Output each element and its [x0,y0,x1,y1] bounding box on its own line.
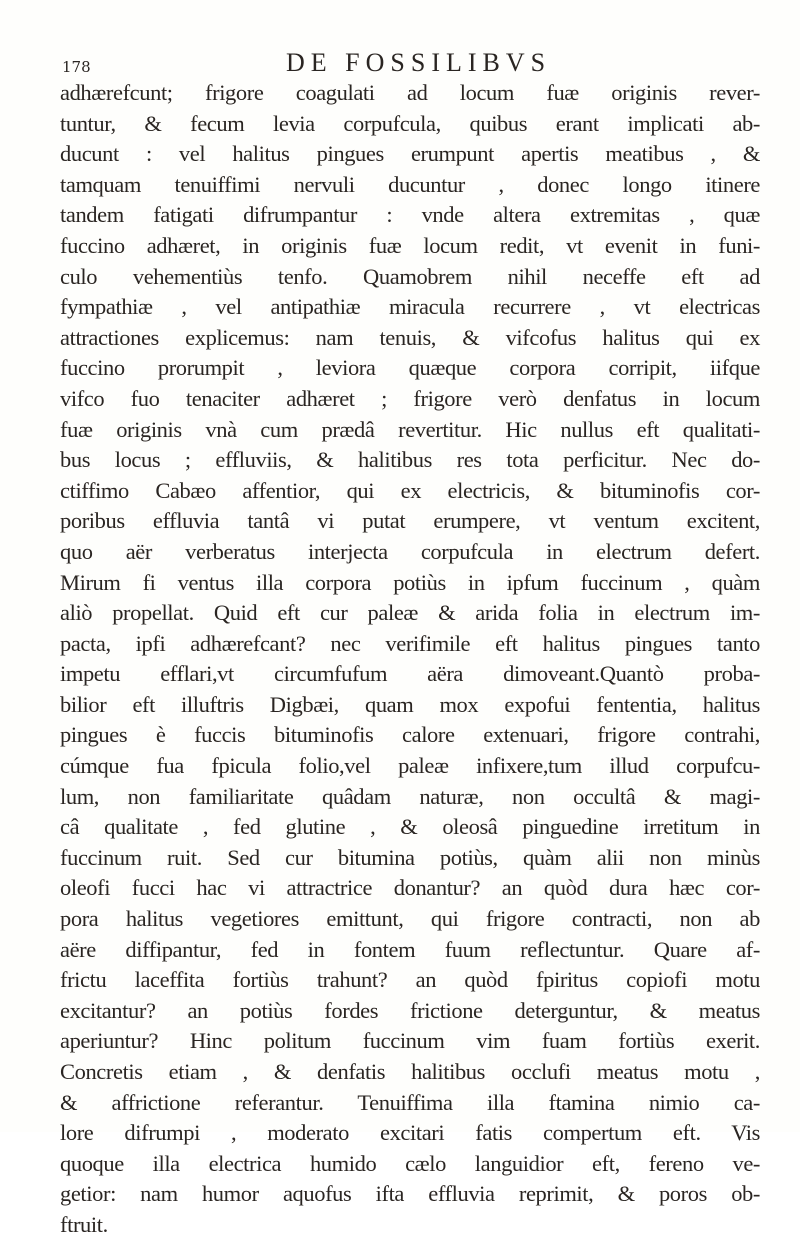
text-line: & affrictione referantur. Tenuiffima illa ftamina nimio ca- [60,1089,760,1115]
text-line: adhærefcunt; frigore coagulati ad locum fuæ originis rever- [60,80,760,105]
page-number: 178 [62,58,91,76]
text-line: pora halitus vegetiores emittunt, qui frigore contracti, non ab [60,906,760,932]
text-line: excitantur? an potiùs fordes frictione deterguntur, & meatus [60,997,760,1023]
text-line: fuccino prorumpit , leviora quæque corpora corripit, iifque [60,355,760,381]
text-line: pingues è fuccis bituminofis calore extenuari, frigore contrahi, [60,722,760,748]
text-line: Mirum fi ventus illa corpora potiùs in ipfum fuccinum , quàm [60,569,760,595]
text-line: fuccino adhæret, in originis fuæ locum redit, vt evenit in funi- [60,232,760,258]
text-line: pacta, ipfi adhærefcant? nec verifimile eft halitus pingues tanto [60,630,760,656]
text-line: frictu laceffita fortiùs trahunt? an quòd fpiritus copiofi motu [60,967,760,993]
text-line: ftruit. [60,1211,108,1237]
text-line: fuccinum ruit. Sed cur bitumina potiùs, quàm alii non minùs [60,844,760,870]
text-line: oleofi fucci hac vi attractrice donantur? an quòd dura hæc cor- [60,875,760,901]
text-line: Concretis etiam , & denfatis halitibus occlufi meatus motu , [60,1059,760,1084]
text-line: vifco fuo tenaciter adhæret ; frigore verò denfatus in locum [60,385,760,411]
text-line: ctiffimo Cabæo affentior, qui ex electricis, & bituminofis cor- [60,477,760,503]
running-head [60,42,760,82]
text-line: impetu efflari,vt circumfufum aëra dimoveant.Quantò proba- [60,661,760,687]
text-line: tandem fatigati difrumpantur : vnde altera extremitas , quæ [60,202,760,228]
text-line: getior: nam humor aquofus ifta effluvia reprimit, & poros ob- [60,1181,760,1207]
text-line: quo aër verberatus interjecta corpufcula in electrum defert. [60,538,760,564]
text-line: cúmque fua fpicula folio,vel paleæ infixere,tum illud corpufcu- [60,753,760,779]
running-title: DE FOSSILIBVS [286,48,552,77]
text-line: aliò propellat. Quid eft cur paleæ & arida folia in electrum im- [60,600,760,626]
text-line: aperiuntur? Hinc politum fuccinum vim fuam fortiùs exerit. [60,1028,760,1054]
text-line: fympathiæ , vel antipathiæ miracula recurrere , vt electricas [60,294,760,320]
text-line: quoque illa electrica humido cælo languidior eft, fereno ve- [60,1150,760,1176]
text-line: tamquam tenuiffimi nervuli ducuntur , donec longo itinere [60,171,760,197]
text-line: tuntur, & fecum levia corpufcula, quibus erant implicati ab- [60,110,760,136]
text-line: attractiones explicemus: nam tenuis, & vifcofus halitus qui ex [60,324,760,350]
text-line: ducunt : vel halitus pingues erumpunt apertis meatibus , & [60,141,760,167]
text-line: fuæ originis vnà cum prædâ revertitur. Hic nullus eft qualitati- [60,416,760,442]
body-text [60,78,760,1241]
text-line: poribus effluvia tantâ vi putat erumpere, vt ventum excitent, [60,508,760,534]
text-line: culo vehementiùs tenfo. Quamobrem nihil neceffe eft ad [60,263,760,289]
text-line: aëre diffipantur, fed in fontem fuum reflectuntur. Quare af- [60,936,760,962]
text-line: câ qualitate , fed glutine , & oleosâ pinguedine irretitum in [60,814,760,840]
text-line: lum, non familiaritate quâdam naturæ, non occultâ & magi- [60,783,760,809]
text-line: lore difrumpi , moderato excitari fatis compertum eft. Vis [60,1120,760,1146]
text-line: bus locus ; effluviis, & halitibus res tota perficitur. Nec do- [60,447,760,473]
text-line: bilior eft illuftris Digbæi, quam mox expofui fententia, halitus [60,691,760,717]
